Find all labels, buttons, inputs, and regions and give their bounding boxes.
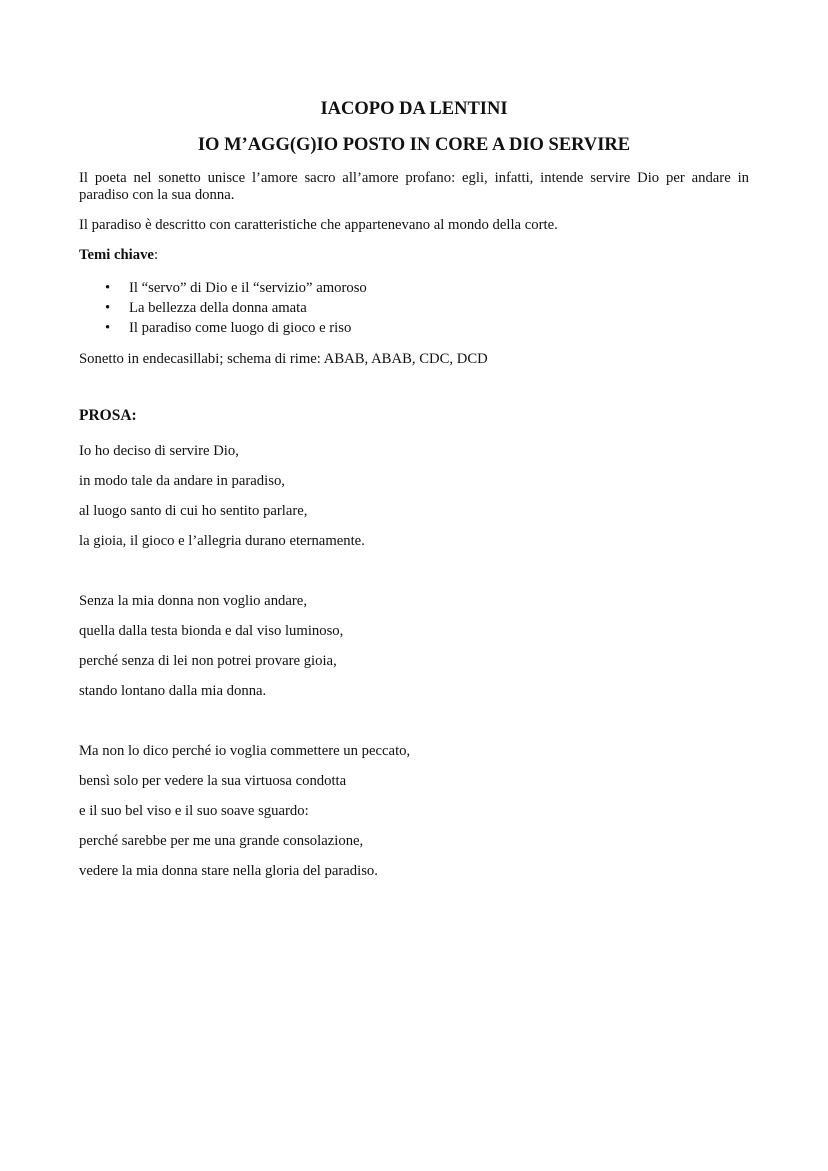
bullet-icon: • <box>105 320 111 336</box>
themes-label-text: Temi chiave <box>79 247 154 263</box>
document-page <box>79 97 749 916</box>
list-item-text: Il paradiso come luogo di gioco e riso <box>129 320 352 336</box>
themes-label-colon: : <box>153 247 159 263</box>
prosa-line: Io ho deciso di servire Dio, <box>79 443 239 459</box>
prosa-stanza-2 <box>79 586 749 706</box>
prosa-line: stando lontano dalla mia donna. <box>79 683 267 699</box>
prosa-heading: PROSA: <box>79 407 137 424</box>
list-item <box>79 298 749 318</box>
metre-description: Sonetto in endecasillabi; schema di rime: ABAB, ABAB, CDC, DCD <box>79 351 488 367</box>
prosa-stanza-1 <box>79 436 749 556</box>
prosa-line: Ma non lo dico perché io voglia commettere un peccato, <box>79 743 411 759</box>
list-item-text: La bellezza della donna amata <box>129 300 307 316</box>
poem-title: IO M’AGG(G)IO POSTO IN CORE A DIO SERVIRE <box>197 135 631 155</box>
themes-list <box>79 278 749 338</box>
prosa-line: perché sarebbe per me una grande consolazione, <box>79 833 364 849</box>
prosa-line: bensì solo per vedere la sua virtuosa condotta <box>79 773 347 789</box>
prosa-line: quella dalla testa bionda e dal viso luminoso, <box>79 623 344 639</box>
prosa-line: al luogo santo di cui ho sentito parlare, <box>79 503 308 519</box>
author-title: IACOPO DA LENTINI <box>320 99 508 119</box>
bullet-icon: • <box>105 280 111 296</box>
intro-paragraph-2: Il paradiso è descritto con caratteristiche che appartenevano al mondo della corte. <box>79 217 558 233</box>
bullet-icon: • <box>105 300 111 316</box>
prosa-line: la gioia, il gioco e l’allegria durano eternamente. <box>79 533 365 549</box>
themes-label <box>79 247 749 264</box>
prosa-line: vedere la mia donna stare nella gloria del paradiso. <box>79 863 378 879</box>
intro-paragraph-1: Il poeta nel sonetto unisce l’amore sacro all’amore profano: egli, infatti, intende servire Dio per andare in paradiso con la sua donna. <box>79 170 749 203</box>
prosa-line: Senza la mia donna non voglio andare, <box>79 593 307 609</box>
prosa-stanza-3 <box>79 736 749 886</box>
prosa-line: e il suo bel viso e il suo soave sguardo: <box>79 803 309 819</box>
prosa-line: in modo tale da andare in paradiso, <box>79 473 285 489</box>
list-item <box>79 278 749 298</box>
list-item <box>79 318 749 338</box>
prosa-line: perché senza di lei non potrei provare gioia, <box>79 653 337 669</box>
list-item-text: Il “servo” di Dio e il “servizio” amoroso <box>129 280 367 296</box>
